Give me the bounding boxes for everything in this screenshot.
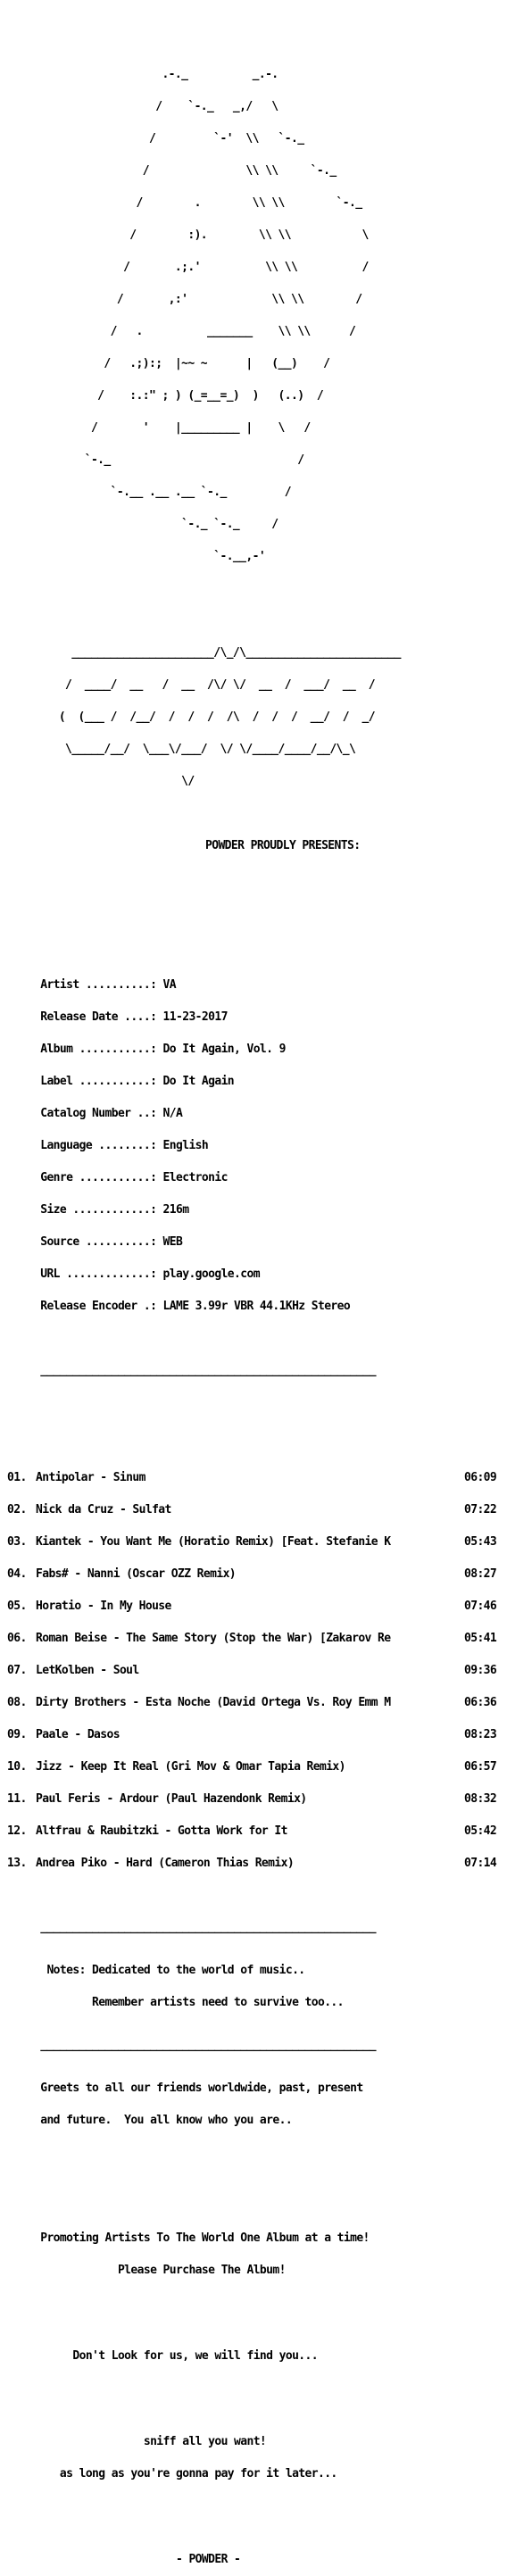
track-number: 06.: [7, 1632, 27, 1645]
logo-line: ( (___ / /__/ / / / /\ / / / __/ / _/: [7, 710, 375, 724]
dont-look-line: Don't Look for us, we will find you...: [34, 2349, 318, 2363]
track-number: 10.: [7, 1760, 27, 1774]
presents-heading: POWDER PROUDLY PRESENTS:: [205, 839, 361, 852]
track-row: [7, 1473, 499, 1483]
info-url: URL .............: play.google.com: [34, 1267, 260, 1281]
release-info: [7, 959, 507, 1334]
art-line: / `-._ _,/ \: [7, 100, 278, 113]
track-time: 08:23: [464, 1728, 497, 1741]
art-line: / .;.' \\ \\ /: [7, 261, 369, 274]
info-catalog: Catalog Number ..: N/A: [34, 1107, 183, 1120]
art-line: / ' |_________ | \ /: [7, 421, 311, 435]
track-time: 07:22: [464, 1503, 497, 1517]
info-genre: Genre ...........: Electronic: [34, 1171, 228, 1184]
track-time: 07:46: [464, 1600, 497, 1613]
track-number: 01.: [7, 1471, 27, 1484]
track-number: 12.: [7, 1824, 27, 1838]
track-number: 05.: [7, 1600, 27, 1613]
greets-line: and future. You all know who you are..: [34, 2114, 293, 2127]
footer-signature: - POWDER -: [34, 2553, 241, 2566]
divider: ____________________________________________________: [34, 2039, 377, 2052]
info-size: Size ............: 216m: [34, 1203, 189, 1217]
divider: ____________________________________________________: [34, 1364, 377, 1377]
track-number: 11.: [7, 1792, 27, 1806]
greets-line: Greets to all our friends worldwide, past, present: [34, 2082, 363, 2095]
track-time: 05:41: [464, 1632, 497, 1645]
track-title: LetKolben - Soul: [36, 1664, 139, 1677]
track-title: Antipolar - Sinum: [36, 1471, 145, 1484]
ascii-art-floppy: [7, 48, 507, 584]
art-line: `-.__,-': [7, 550, 266, 563]
art-line: / . \\ \\ `-._: [7, 196, 362, 210]
track-time: 05:42: [464, 1824, 497, 1838]
art-line: `-._ /: [7, 453, 304, 467]
ascii-logo: [7, 627, 507, 809]
track-number: 08.: [7, 1696, 27, 1709]
notes-line: Remember artists need to survive too...: [34, 1996, 344, 2009]
info-album: Album ...........: Do It Again, Vol. 9: [34, 1043, 286, 1056]
notes-line: Notes: Dedicated to the world of music..: [34, 1964, 305, 1977]
track-row: [7, 1569, 499, 1580]
track-title: Nick da Cruz - Sulfat: [36, 1503, 171, 1517]
track-time: 09:36: [464, 1664, 497, 1677]
art-line: / ,:' \\ \\ /: [7, 293, 362, 306]
track-number: 13.: [7, 1857, 27, 1870]
logo-line: / ____/ __ / __ /\/ \/ __ / ___/ __ /: [7, 678, 375, 692]
track-number: 04.: [7, 1567, 27, 1581]
track-time: 06:57: [464, 1760, 497, 1774]
art-line: / \\ \\ `-._: [7, 164, 337, 178]
info-label: Label ...........: Do It Again: [34, 1075, 235, 1088]
art-line: `-._ `-._ /: [7, 518, 278, 531]
info-language: Language ........: English: [34, 1139, 209, 1152]
track-row: [7, 1537, 499, 1548]
track-title: Altfrau & Raubitzki - Gotta Work for It: [36, 1824, 287, 1838]
logo-line: \_____/__/ \___\/___/ \/ \/____/____/__/\_\: [7, 743, 356, 756]
track-number: 09.: [7, 1728, 27, 1741]
tracklist: [7, 1451, 507, 1890]
info-release-date: Release Date ....: 11-23-2017: [34, 1010, 228, 1024]
track-number: 02.: [7, 1503, 27, 1517]
track-row: [7, 1794, 499, 1805]
track-title: Andrea Piko - Hard (Cameron Thias Remix): [36, 1857, 295, 1870]
art-line: / :.:" ; ) (_=__=_) ) (..) /: [7, 389, 324, 403]
info-source: Source ..........: WEB: [34, 1235, 183, 1249]
track-row: [7, 1762, 499, 1773]
track-row: [7, 1730, 499, 1741]
track-title: Fabs# - Nanni (Oscar OZZ Remix): [36, 1567, 237, 1581]
track-title: Jizz - Keep It Real (Gri Mov & Omar Tapia Remix): [36, 1760, 345, 1774]
info-encoder: Release Encoder .: LAME 3.99r VBR 44.1KHz Stereo: [34, 1300, 351, 1313]
track-title: Roman Beise - The Same Story (Stop the War) [Zakarov Re: [36, 1632, 391, 1645]
track-time: 08:32: [464, 1792, 497, 1806]
track-row: [7, 1601, 499, 1612]
track-time: 07:14: [464, 1857, 497, 1870]
logo-line: ______________________/\_/\________________________: [7, 646, 401, 660]
art-line: `-.__ .__ .__ `-._ /: [7, 486, 291, 499]
track-number: 03.: [7, 1535, 27, 1549]
promo-line: Promoting Artists To The World One Album at a time!: [34, 2231, 370, 2245]
art-line: / `-' \\ `-._: [7, 132, 304, 145]
track-row: [7, 1633, 499, 1644]
art-line: / :). \\ \\ \: [7, 229, 369, 242]
art-line: / . _______ \\ \\ /: [7, 325, 356, 338]
info-artist: Artist ..........: VA: [34, 978, 176, 992]
divider: ____________________________________________________: [34, 1921, 377, 1934]
track-title: Horatio - In My House: [36, 1600, 171, 1613]
logo-line: \/: [7, 775, 195, 788]
sniff-line: sniff all you want!: [34, 2435, 267, 2448]
promo-line: Please Purchase The Album!: [34, 2264, 286, 2277]
track-row: [7, 1858, 499, 1869]
track-title: Dirty Brothers - Esta Noche (David Ortega Vs. Roy Emm M: [36, 1696, 391, 1709]
track-row: [7, 1698, 499, 1708]
track-row: [7, 1505, 499, 1516]
track-time: 06:09: [464, 1471, 497, 1484]
track-time: 08:27: [464, 1567, 497, 1581]
art-line: .-._ _.-.: [7, 68, 278, 81]
track-row: [7, 1826, 499, 1837]
art-line: / .;):; |~~ ~ | (__) /: [7, 357, 330, 370]
track-title: Paul Feris - Ardour (Paul Hazendonk Remix): [36, 1792, 307, 1806]
sniff-line: as long as you're gonna pay for it later...: [34, 2467, 337, 2480]
track-number: 07.: [7, 1664, 27, 1677]
track-row: [7, 1666, 499, 1676]
track-time: 05:43: [464, 1535, 497, 1549]
track-title: Kiantek - You Want Me (Horatio Remix) [Feat. Stefanie K: [36, 1535, 391, 1549]
track-time: 06:36: [464, 1696, 497, 1709]
track-title: Paale - Dasos: [36, 1728, 120, 1741]
